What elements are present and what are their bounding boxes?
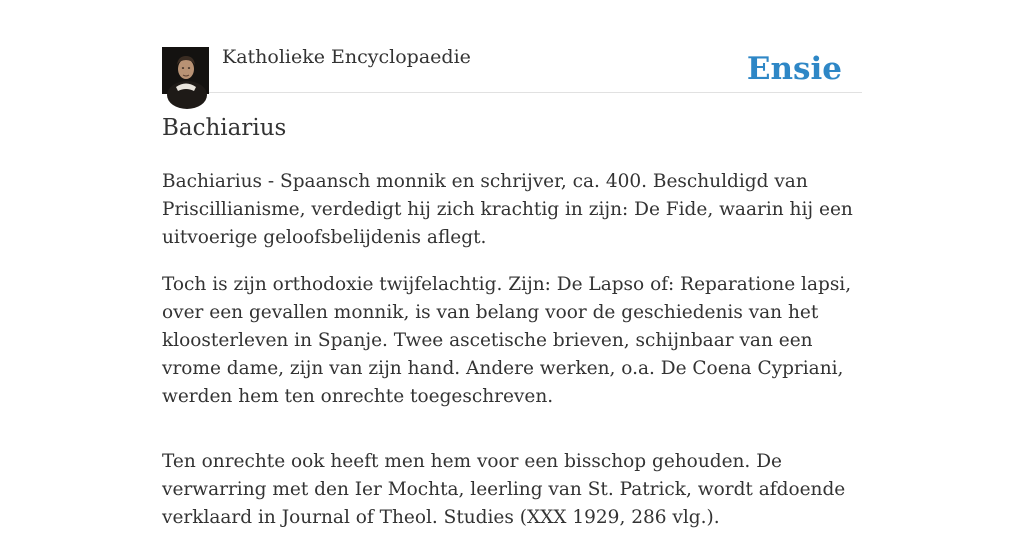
portrait-avatar-icon[interactable]	[162, 47, 209, 94]
page-title: Bachiarius	[162, 115, 287, 141]
header	[162, 40, 862, 93]
article-body	[162, 168, 864, 551]
brand-logo[interactable]: Ensie	[746, 51, 842, 87]
paragraph-2: Toch is zijn orthodoxie twijfelachtig. Zijn: De Lapso of: Reparatione lapsi, over een gevallen monnik, is van belang voor de geschiedenis van het kloosterleven in Spanje. Twee ascetische brieven, schijnbaar van een vrome dame, zijn van zijn hand. Andere werken, o.a. De Coena Cypriani, werden hem ten onrechte toegeschreven.	[162, 274, 852, 407]
paragraph-1: Bachiarius - Spaansch monnik en schrijver, ca. 400. Beschuldigd van Priscillianisme, verdedigt hij zich krachtig in zijn: De Fide, waarin hij een uitvoerige geloofsbelijdenis aflegt.	[162, 171, 853, 248]
source-name[interactable]: Katholieke Encyclopaedie	[222, 46, 471, 68]
paragraph-3: Ten onrechte ook heeft men hem voor een bisschop gehouden. De verwarring met den Ier Mochta, leerling van St. Patrick, wordt afdoende verklaard in Journal of Theol. Studies (XXX 1929, 286 vlg.).	[162, 451, 846, 528]
